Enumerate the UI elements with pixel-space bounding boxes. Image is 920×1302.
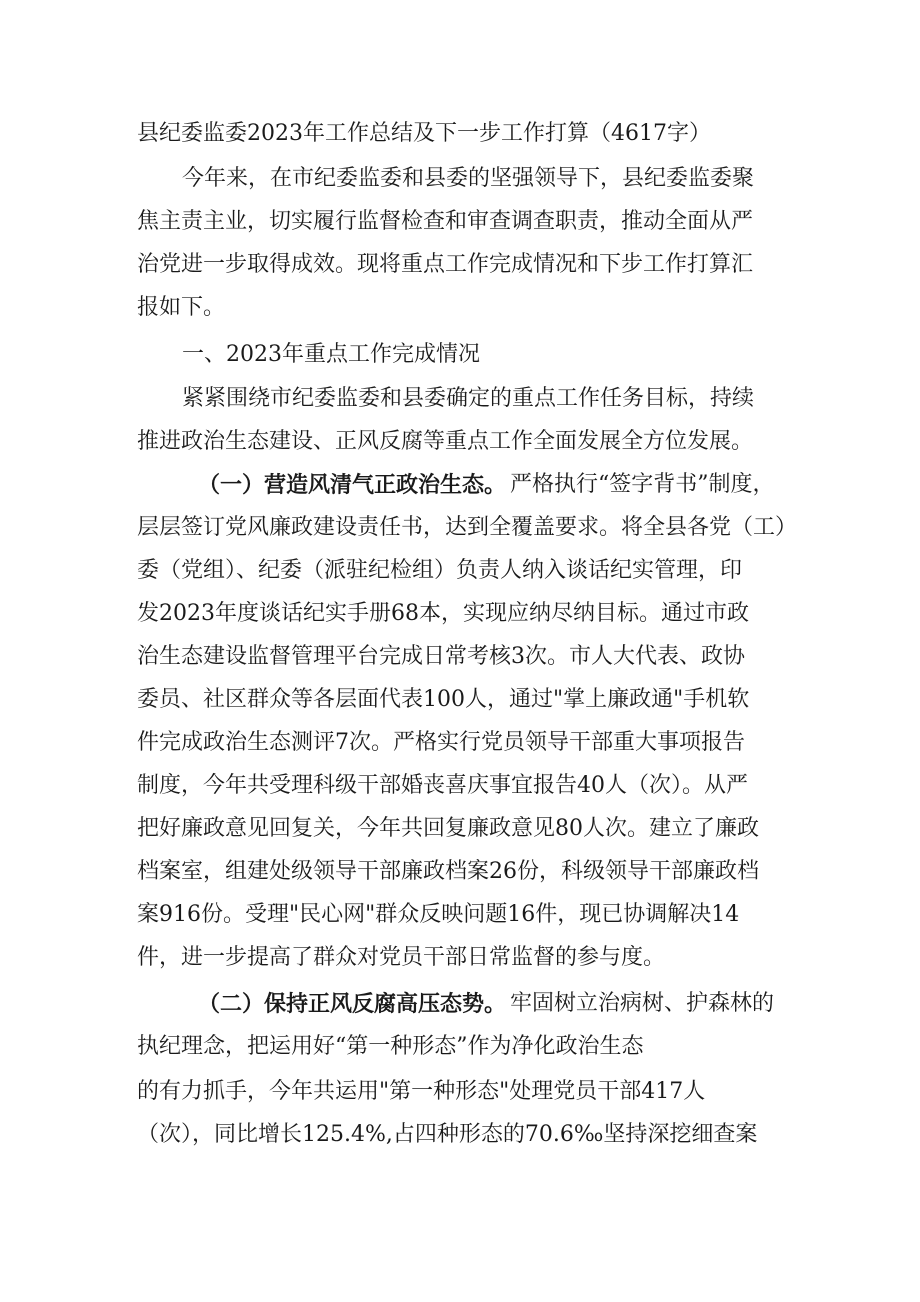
- section-heading: 一、2023年重点工作完成情况: [182, 342, 480, 367]
- document-title-line: [0, 112, 920, 156]
- text-line: 件，进一步提高了群众对党员干部日常监督的参与度。: [137, 945, 666, 970]
- document-title: 县纪委监委2023年工作总结及下一步工作打算（4617字）: [137, 121, 711, 146]
- text-line: （次），同比增长125.4%,占四种形态的70.6‰坚持深挖细查案: [137, 1122, 758, 1147]
- paragraph-line: [0, 982, 920, 1026]
- text-line: 档案室，组建处级领导干部廉政档案26份，科级领导干部廉政档: [137, 859, 759, 884]
- paragraph-line: [0, 850, 920, 894]
- paragraph-line: [0, 243, 920, 287]
- paragraph-line: [0, 420, 920, 464]
- subsection-heading: （一）营造风清气正政治生态。: [198, 472, 507, 498]
- text-line: 严格执行“签字背书”制度，: [510, 472, 775, 497]
- text-line: 制度，今年共受理科级干部婚丧喜庆事宜报告40人（次）。从严: [137, 773, 748, 798]
- text-line: 案916份。受理"民心网"群众反映问题16件，现已协调解决14: [137, 902, 740, 927]
- text-line: 层层签订党风廉政建设责任书，达到全覆盖要求。将全县各党（工）: [137, 515, 798, 540]
- paragraph-line: [0, 635, 920, 679]
- paragraph-line: [0, 463, 920, 507]
- text-line: 焦主责主业，切实履行监督检查和审查调查职责，推动全面从严: [137, 209, 754, 234]
- text-line: 报如下。: [137, 295, 226, 320]
- text-line: 执纪理念，把运用好“第一种形态”作为净化政治生态: [137, 1034, 644, 1059]
- paragraph-line: [0, 678, 920, 722]
- text-line: 牢固树立治病树、护森林的: [510, 991, 775, 1016]
- text-line: 发2023年度谈话纪实手册68本，实现应纳尽纳目标。通过市政: [137, 601, 749, 626]
- text-line: 推进政治生态建设、正风反腐等重点工作全面发展全方位发展。: [137, 429, 754, 454]
- text-line: 紧紧围绕市纪委监委和县委确定的重点工作任务目标，持续: [182, 386, 755, 411]
- text-line: 委（党组）、纪委（派驻纪检组）负责人纳入谈话纪实管理，印: [137, 558, 743, 583]
- paragraph-line: [0, 506, 920, 550]
- subsection-heading: （二）保持正风反腐高压态势。: [198, 991, 507, 1017]
- paragraph-line: [0, 721, 920, 765]
- paragraph-line: [0, 377, 920, 421]
- text-line: 把好廉政意见回复关，今年共回复廉政意见80人次。建立了廉政: [137, 816, 759, 841]
- paragraph-line: [0, 200, 920, 244]
- paragraph-line: [0, 893, 920, 937]
- paragraph-line: [0, 1070, 920, 1114]
- paragraph-line: [0, 286, 920, 330]
- paragraph-line: [0, 157, 920, 201]
- text-line: 今年来，在市纪委监委和县委的坚强领导下，县纪委监委聚: [182, 166, 755, 191]
- paragraph-line: [0, 1025, 920, 1069]
- text-line: 的有力抓手，今年共运用"第一种形态"处理党员干部417人: [137, 1079, 706, 1104]
- text-line: 治生态建设监督管理平台完成日常考核3次。市人大代表、政协: [137, 644, 745, 669]
- paragraph-line: [0, 807, 920, 851]
- text-line: 委员、社区群众等各层面代表100人，通过"掌上廉政通"手机软: [137, 687, 750, 712]
- paragraph-line: [0, 936, 920, 980]
- paragraph-line: [0, 549, 920, 593]
- section-heading-line: [0, 333, 920, 377]
- paragraph-line: [0, 592, 920, 636]
- text-line: 件完成政治生态测评7次。严格实行党员领导干部重大事项报告: [137, 730, 745, 755]
- paragraph-line: [0, 764, 920, 808]
- paragraph-line: [0, 1113, 920, 1157]
- text-line: 治党进一步取得成效。现将重点工作完成情况和下步工作打算汇: [137, 252, 754, 277]
